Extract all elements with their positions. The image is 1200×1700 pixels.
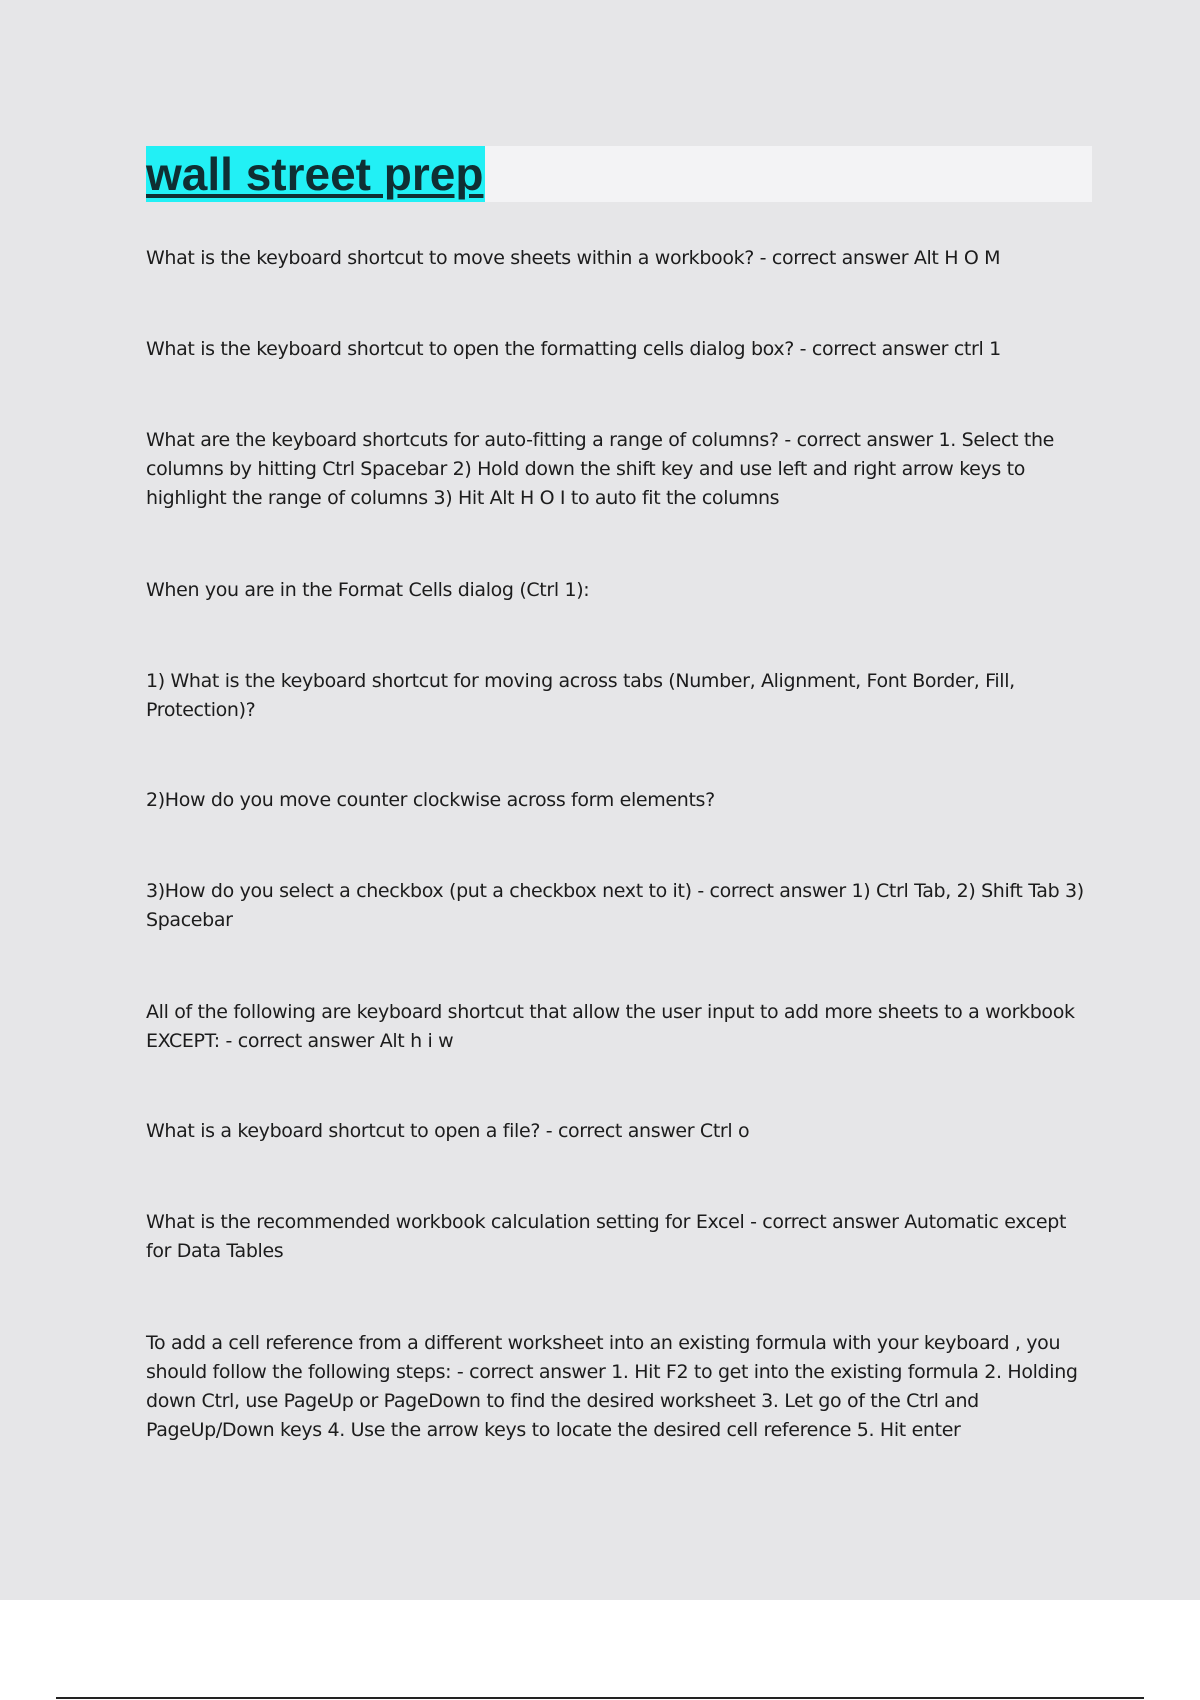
footer-divider — [56, 1697, 1144, 1699]
qa-entry: What is the recommended workbook calculation setting for Excel - correct answer Automatic except for Data Tables — [146, 1211, 1067, 1262]
qa-entry: To add a cell reference from a different worksheet into an existing formula with your keyboard , you should follow the following steps: - correct answer 1. Hit F2 to get into the existing formula 2. Holding down Ctrl, use PageUp or PageDown to find the desired worksheet 3. Let go of the Ctrl and PageUp/Down keys 4. Use the arrow keys to locate the desired cell reference 5. Hit enter — [146, 1332, 1078, 1441]
qa-entry: What are the keyboard shortcuts for auto-fitting a range of columns? - correct answer 1. Select the columns by hitting Ctrl Spacebar 2) Hold down the shift key and use left and right arrow keys to highlight the range of columns 3) Hit Alt H O I to auto fit the columns — [146, 429, 1055, 509]
qa-entry: 2)How do you move counter clockwise across form elements? — [146, 789, 715, 811]
qa-entry: When you are in the Format Cells dialog (Ctrl 1): — [146, 579, 590, 601]
document-title: wall street prep — [146, 148, 484, 200]
qa-entry: 1) What is the keyboard shortcut for moving across tabs (Number, Alignment, Font Border, Fill, Protection)? — [146, 670, 1015, 721]
qa-entry: 3)How do you select a checkbox (put a checkbox next to it) - correct answer 1) Ctrl Tab, 2) Shift Tab 3) Spacebar — [146, 880, 1084, 931]
qa-entry: All of the following are keyboard shortcut that allow the user input to add more sheets to a workbook EXCEPT: - correct answer Alt h i w — [146, 1001, 1075, 1052]
qa-entry: What is the keyboard shortcut to open the formatting cells dialog box? - correct answer ctrl 1 — [146, 338, 1001, 360]
qa-entry: What is a keyboard shortcut to open a file? - correct answer Ctrl o — [146, 1120, 750, 1142]
qa-entry: What is the keyboard shortcut to move sheets within a workbook? - correct answer Alt H O M — [146, 247, 1001, 269]
